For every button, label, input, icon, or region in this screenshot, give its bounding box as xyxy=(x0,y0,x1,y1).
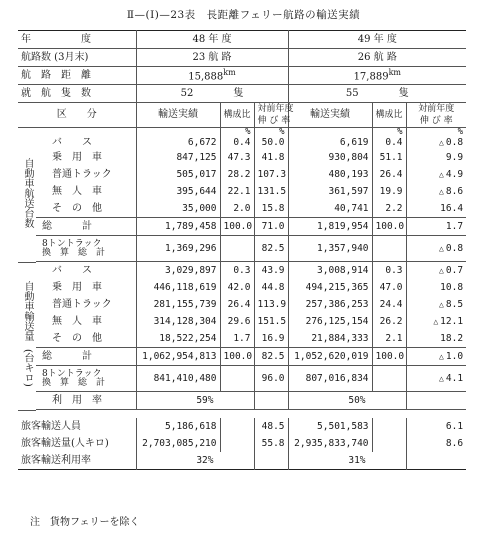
year-48: 48 年 度 xyxy=(136,31,288,49)
row-label: 旅客輸送量(人キロ) xyxy=(21,437,109,449)
cell: 505,017 xyxy=(136,166,220,183)
cell: 100.0 xyxy=(220,348,254,366)
cell: 113.9 xyxy=(254,296,288,313)
ferry-transport-table xyxy=(18,30,466,470)
cell: 29.6 xyxy=(220,313,254,330)
cell: 21,884,333 xyxy=(288,330,372,348)
cell: 930,804 xyxy=(288,149,372,166)
cell: 8.6 xyxy=(406,435,466,452)
cell: 18.2 xyxy=(406,330,466,348)
row-label: 普通トラック xyxy=(52,298,112,310)
row-label: 利 用 率 xyxy=(52,394,102,406)
cell: 100.0 xyxy=(372,218,406,236)
row-label: バ ス xyxy=(52,137,92,148)
cell: 5,501,583 xyxy=(288,418,372,435)
cell xyxy=(220,236,254,262)
table-row xyxy=(18,200,466,218)
cell: 31% xyxy=(288,452,406,470)
table-row xyxy=(18,452,466,470)
cell: 26.4 xyxy=(220,296,254,313)
row-label: そ の 他 xyxy=(52,332,102,344)
footnote: 注 貨物フェリーを除く xyxy=(30,517,140,528)
table-row xyxy=(18,392,466,410)
cell: 2.2 xyxy=(372,200,406,218)
cell: 1,789,458 xyxy=(136,218,220,236)
cell: 48.5 xyxy=(254,418,288,435)
cell: △ 12.1 xyxy=(406,313,466,330)
cell xyxy=(254,452,288,470)
col-volume-49: 輸送実績 xyxy=(288,103,372,128)
cell: 1,369,296 xyxy=(136,236,220,262)
cell: 82.5 xyxy=(254,348,288,366)
cell: △ 1.0 xyxy=(406,348,466,366)
distance-49: $17,889^{km}$ xyxy=(288,67,466,85)
cell: 0.3 xyxy=(372,262,406,279)
distance-label: 航 路 距 離 xyxy=(21,69,91,81)
cell: 82.5 xyxy=(254,236,288,262)
cell: 6,672 xyxy=(136,128,220,150)
ships-49: 55 隻 xyxy=(288,85,466,103)
cell xyxy=(220,366,254,392)
cell: 40,741 xyxy=(288,200,372,218)
cell: 47.3 xyxy=(220,149,254,166)
cell: 0.3 xyxy=(220,262,254,279)
cell: 3,029,897 xyxy=(136,262,220,279)
table-row xyxy=(18,236,466,262)
year-row xyxy=(18,31,466,49)
cell: 59% xyxy=(136,392,254,410)
cell xyxy=(220,418,254,435)
ships-label: 就 航 隻 数 xyxy=(21,87,91,99)
cell: 107.3 xyxy=(254,166,288,183)
row-label: 乗 用 車 xyxy=(52,151,102,163)
cell: 1,062,954,813 xyxy=(136,348,220,366)
cell: 15.8 xyxy=(254,200,288,218)
cell: 35,000 xyxy=(136,200,220,218)
cell xyxy=(406,452,466,470)
cell: 26.4 xyxy=(372,166,406,183)
cell: 2.0 xyxy=(220,200,254,218)
cell: 2,703,085,210 xyxy=(136,435,220,452)
cell: 480,193 xyxy=(288,166,372,183)
cell: 47.0 xyxy=(372,279,406,296)
cell xyxy=(220,435,254,452)
cell: 43.9 xyxy=(254,262,288,279)
table-row xyxy=(18,418,466,435)
table-row xyxy=(18,348,466,366)
distance-row xyxy=(18,67,466,85)
table-row xyxy=(18,183,466,200)
row-label: 無 人 車 xyxy=(52,185,102,197)
cell: 26.2 xyxy=(372,313,406,330)
col-yoy-49: 対前年度 伸 び 率 xyxy=(406,103,466,128)
col-share-49: 構成比 xyxy=(372,103,406,128)
cell: 50% xyxy=(288,392,406,410)
cell: % 0.4 xyxy=(372,128,406,150)
cell: 841,410,480 xyxy=(136,366,220,392)
cell: 18,522,254 xyxy=(136,330,220,348)
cell: 1,819,954 xyxy=(288,218,372,236)
table-row xyxy=(18,128,466,150)
cell: 3,008,914 xyxy=(288,262,372,279)
cell: △ 4.1 xyxy=(406,366,466,392)
cell: 100.0 xyxy=(220,218,254,236)
cell xyxy=(372,435,406,452)
col-category: 区 分 xyxy=(56,109,97,120)
cell: △ 0.7 xyxy=(406,262,466,279)
table-row xyxy=(18,166,466,183)
cell: 395,644 xyxy=(136,183,220,200)
year-label: 年 度 xyxy=(21,33,91,45)
cell: 16.9 xyxy=(254,330,288,348)
cell: 24.4 xyxy=(372,296,406,313)
row-label: 無 人 車 xyxy=(52,315,102,327)
row-label: 普通トラック xyxy=(52,168,112,180)
group1-label: 自動車航送台数 xyxy=(18,128,36,263)
cell: 51.1 xyxy=(372,149,406,166)
cell xyxy=(406,392,466,410)
cell: % △ 0.8 xyxy=(406,128,466,150)
cell: 1.7 xyxy=(220,330,254,348)
table-title: Ⅱ—(Ⅰ)—23表 長距離フェリー航路の輸送実績 xyxy=(126,9,361,21)
cell: 19.9 xyxy=(372,183,406,200)
cell: 361,597 xyxy=(288,183,372,200)
cell: 10.8 xyxy=(406,279,466,296)
group2-label: 自動車輸送量 (台キロ) xyxy=(18,262,36,410)
distance-48: $15,888^{km}$ xyxy=(136,67,288,85)
cell: 494,215,365 xyxy=(288,279,372,296)
row-label: そ の 他 xyxy=(52,202,102,214)
cell: 847,125 xyxy=(136,149,220,166)
cell: % 0.4 xyxy=(220,128,254,150)
row-label: バ ス xyxy=(52,264,92,276)
cell xyxy=(372,236,406,262)
table-row xyxy=(18,296,466,313)
row-label: 乗 用 車 xyxy=(52,281,102,293)
cell: 446,118,619 xyxy=(136,279,220,296)
cell: 100.0 xyxy=(372,348,406,366)
cell: 281,155,739 xyxy=(136,296,220,313)
cell: % 50.0 xyxy=(254,128,288,150)
cell: △ 0.8 xyxy=(406,236,466,262)
year-49: 49 年 度 xyxy=(288,31,466,49)
cell: 44.8 xyxy=(254,279,288,296)
cell xyxy=(372,418,406,435)
cell: 276,125,154 xyxy=(288,313,372,330)
cell: 6,619 xyxy=(288,128,372,150)
routes-49: 26 航 路 xyxy=(288,49,466,67)
table-row xyxy=(18,313,466,330)
cell: 22.1 xyxy=(220,183,254,200)
cell: 16.4 xyxy=(406,200,466,218)
table-row xyxy=(18,149,466,166)
cell: 42.0 xyxy=(220,279,254,296)
cell: △ 4.9 xyxy=(406,166,466,183)
col-volume-48: 輸送実績 xyxy=(136,103,220,128)
ships-48: 52 隻 xyxy=(136,85,288,103)
column-header-row xyxy=(18,103,466,128)
cell: 9.9 xyxy=(406,149,466,166)
cell: △ 8.5 xyxy=(406,296,466,313)
table-row xyxy=(18,218,466,236)
row-label: 総 計 xyxy=(42,220,92,232)
cell: 807,016,834 xyxy=(288,366,372,392)
cell: 96.0 xyxy=(254,366,288,392)
cell: 2,935,833,740 xyxy=(288,435,372,452)
cell: 5,186,618 xyxy=(136,418,220,435)
cell: 2.1 xyxy=(372,330,406,348)
cell: 151.5 xyxy=(254,313,288,330)
row-label: 旅客輸送利用率 xyxy=(21,454,91,466)
cell: 6.1 xyxy=(406,418,466,435)
cell: 1,357,940 xyxy=(288,236,372,262)
table-row xyxy=(18,279,466,296)
routes-label: 航路数 (3月末) xyxy=(21,51,89,63)
cell: 1,052,620,019 xyxy=(288,348,372,366)
row-label: 総 計 xyxy=(42,350,92,362)
cell xyxy=(254,392,288,410)
cell: 71.0 xyxy=(254,218,288,236)
cell: 257,386,253 xyxy=(288,296,372,313)
cell: 1.7 xyxy=(406,218,466,236)
cell: 55.8 xyxy=(254,435,288,452)
col-share-48: 構成比 xyxy=(220,103,254,128)
cell: 41.8 xyxy=(254,149,288,166)
row-label: 旅客輸送人員 xyxy=(21,420,81,432)
cell: △ 8.6 xyxy=(406,183,466,200)
cell: 131.5 xyxy=(254,183,288,200)
cell: 32% xyxy=(136,452,254,470)
table-row xyxy=(18,366,466,392)
routes-row xyxy=(18,49,466,67)
table-row xyxy=(18,435,466,452)
col-yoy-48: 対前年度 伸 び 率 xyxy=(254,103,288,128)
row-label: 8トントラック 換 算 総 計 xyxy=(42,238,106,258)
cell: 28.2 xyxy=(220,166,254,183)
cell: 314,128,304 xyxy=(136,313,220,330)
table-row xyxy=(18,262,466,279)
table-row xyxy=(18,330,466,348)
cell xyxy=(372,366,406,392)
routes-48: 23 航 路 xyxy=(136,49,288,67)
row-label: 8トントラック 換 算 総 計 xyxy=(42,368,106,388)
ships-row xyxy=(18,85,466,103)
